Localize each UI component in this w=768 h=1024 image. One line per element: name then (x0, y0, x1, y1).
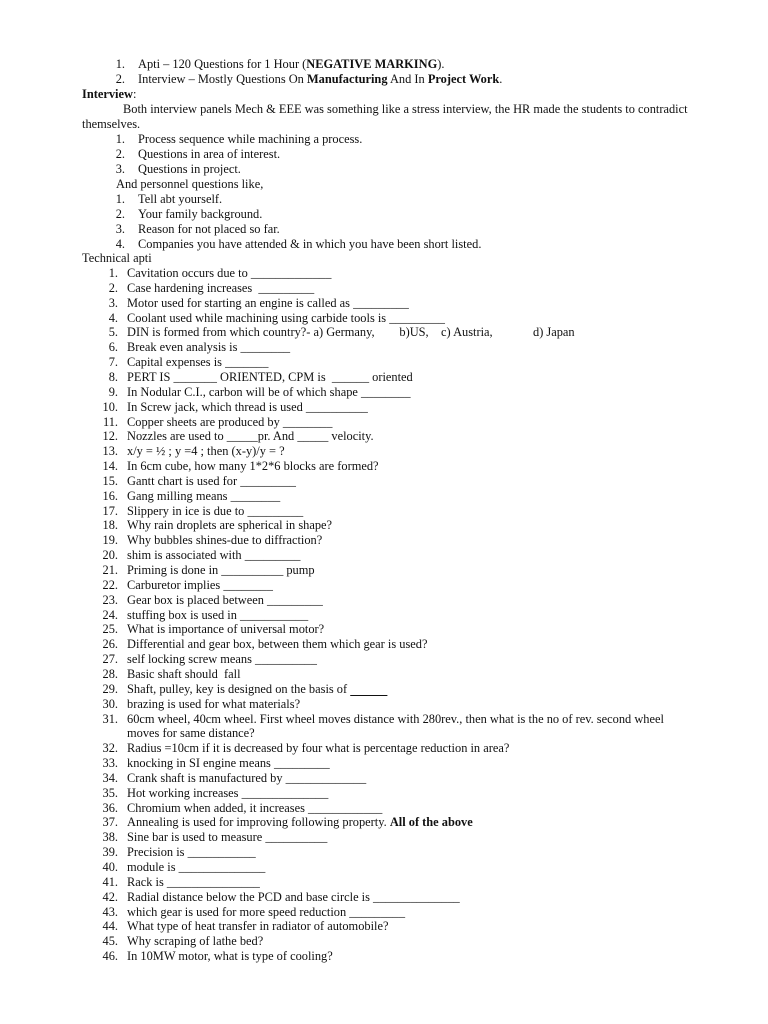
question-text: Why rain droplets are spherical in shape? (127, 518, 333, 533)
list-number: 19. (102, 533, 118, 548)
list-number: 39. (102, 845, 118, 860)
list-item-text: Companies you have attended & in which you have been short listed. (138, 236, 482, 251)
list-number: 15. (102, 473, 118, 488)
list-number: 7. (108, 355, 118, 370)
list-item-text (127, 741, 509, 756)
list-item-text (127, 771, 366, 786)
list-number: 32. (102, 741, 118, 756)
list-item-text: Tell abt yourself. (138, 192, 223, 206)
personnel-intro: And personnel questions like, (116, 177, 264, 191)
list-item-text (127, 504, 303, 519)
list-number: 5. (108, 325, 118, 340)
list-number: 37. (102, 815, 118, 830)
list-number: 4. (108, 310, 118, 325)
list-item-text (127, 905, 405, 920)
list-item-text (127, 444, 285, 459)
question-text: Shaft, pulley, key is designed on the basis of (127, 681, 351, 696)
list-number: 44. (102, 919, 118, 934)
list-item-text (127, 518, 332, 533)
list-item-text (127, 637, 427, 652)
list-number: 1. (115, 57, 125, 71)
list-number: 1. (115, 132, 125, 146)
list-item-text (127, 919, 388, 934)
question-text: In 10MW motor, what is type of cooling? (127, 949, 333, 964)
question-text: Hot working increases ______________ (127, 785, 329, 800)
list-item-text-continued: moves for same distance? (127, 726, 255, 741)
list-item-text (127, 845, 256, 860)
question-text: self locking screw means __________ (127, 652, 317, 667)
list-item-text (127, 608, 308, 623)
list-item-text: Questions in area of interest. (138, 146, 281, 161)
list-number: 18. (102, 518, 118, 533)
list-item-text (127, 622, 324, 637)
paragraph-line: themselves. (82, 117, 141, 131)
list-item-text: Your family background. (138, 206, 263, 221)
answer-blank (350, 682, 387, 696)
question-text: Rack is _______________ (127, 874, 260, 889)
list-number: 6. (108, 340, 118, 355)
list-item-text (127, 712, 664, 727)
list-item-text (127, 355, 268, 370)
list-number: 12. (102, 429, 118, 444)
question-text: Carburetor implies ________ (127, 577, 273, 592)
list-number: 42. (102, 889, 118, 904)
list-number: 33. (102, 756, 118, 771)
list-number: 3. (115, 221, 125, 236)
question-text: Radial distance below the PCD and base circle is ______________ (127, 889, 460, 904)
list-item-text (127, 934, 263, 949)
list-item-text (127, 815, 473, 830)
list-number: 28. (102, 666, 118, 681)
question-text: Gang milling means ________ (127, 488, 281, 503)
list-number: 8. (108, 369, 118, 384)
question-text: Priming is done in __________ pump (127, 563, 315, 577)
question-text: Slippery in ice is due to _________ (127, 503, 304, 518)
list-number: 3. (108, 295, 118, 310)
question-text: module is ______________ (127, 860, 266, 874)
list-item-text (127, 578, 273, 593)
list-item-text (127, 652, 317, 667)
list-item-text (127, 296, 409, 311)
question-text: Basic shaft should fall (127, 666, 241, 681)
list-item-text (127, 533, 322, 548)
question-text: Motor used for starting an engine is called as _________ (127, 295, 409, 310)
question-text: Case hardening increases _________ (127, 280, 315, 295)
list-item-text: Interview – Mostly Questions On Manufacturing And In Project Work. (138, 72, 503, 86)
list-item-text (127, 830, 327, 845)
list-item-text (127, 370, 413, 385)
list-item-text (127, 756, 330, 771)
question-text: Copper sheets are produced by ________ (127, 414, 333, 429)
list-number: 2. (115, 72, 125, 86)
list-number: 2. (115, 146, 125, 161)
question-text: DIN is formed from which country?- a) Germany, b)US, c) Austria, (127, 325, 493, 340)
question-text: Crank shaft is manufactured by _____________ (127, 770, 367, 785)
list-number: 3. (115, 161, 125, 176)
question-text: Nozzles are used to _____pr. And _____ velocity. (127, 429, 374, 444)
list-item-text: Apti – 120 Questions for 1 Hour (NEGATIVE MARKING). (138, 57, 445, 71)
list-number: 46. (102, 949, 118, 964)
list-number: 9. (108, 384, 118, 399)
question-text: Break even analysis is ________ (127, 340, 291, 355)
list-number: 43. (102, 904, 118, 919)
list-number: 40. (102, 860, 118, 874)
question-text: stuffing box is used in ___________ (127, 607, 309, 622)
list-number: 14. (102, 459, 118, 474)
list-number: 20. (102, 548, 118, 563)
question-text: Chromium when added, it increases ____________ (127, 800, 383, 815)
list-number: 34. (102, 770, 118, 785)
list-item-text (127, 415, 332, 430)
question-text: Radius =10cm if it is decreased by four what is percentage reduction in area? (127, 741, 510, 756)
list-item-text: Process sequence while machining a process. (138, 132, 363, 146)
list-item-text (127, 340, 290, 355)
list-item-text (127, 325, 493, 340)
question-text: brazing is used for what materials? (127, 696, 301, 711)
list-item-text (127, 593, 323, 608)
paragraph-line: Both interview panels Mech & EEE was something like a stress interview, the HR made the students to contradict (123, 102, 688, 116)
list-number: 13. (102, 444, 118, 459)
list-item-text (127, 266, 331, 281)
section-heading-technical: Technical apti (82, 251, 152, 265)
question-text: Capital expenses is _______ (127, 355, 269, 370)
question-text: Sine bar is used to measure __________ (127, 830, 328, 845)
list-number: 41. (102, 874, 118, 889)
list-number: 1. (115, 192, 125, 206)
list-item-text (127, 860, 265, 875)
list-number: 36. (102, 800, 118, 815)
list-number: 29. (102, 681, 118, 696)
question-text: knocking in SI engine means _________ (127, 756, 330, 771)
list-item-text: Questions in project. (138, 161, 241, 176)
answer-text: All of the above (389, 815, 473, 830)
question-text: What is importance of universal motor? (127, 622, 325, 637)
list-number: 10. (102, 399, 118, 414)
list-item-text (127, 548, 300, 563)
list-number: 26. (102, 637, 118, 652)
question-text: Gear box is placed between _________ (127, 592, 323, 607)
question-text: shim is associated with _________ (127, 548, 301, 563)
list-number: 25. (102, 622, 118, 637)
section-heading-interview: Interview: (82, 87, 137, 101)
list-number: 2. (108, 280, 118, 295)
question-text: Why bubbles shines-due to diffraction? (127, 533, 323, 548)
list-number: 16. (102, 488, 118, 503)
list-number: 23. (102, 592, 118, 607)
list-number: 22. (102, 577, 118, 592)
list-number: 38. (102, 830, 118, 845)
question-text: Annealing is used for improving following property. (127, 815, 390, 830)
list-item-text (127, 563, 315, 578)
list-item-text (127, 875, 260, 890)
list-number: 1. (108, 266, 118, 280)
question-text: x/y = ½ ; y =4 ; then (x-y)/y = ? (127, 444, 285, 459)
list-item-text (127, 801, 382, 816)
list-item-text (127, 682, 387, 697)
list-item-text (127, 385, 411, 400)
list-number: 21. (102, 563, 118, 577)
question-text: Cavitation occurs due to _____________ (127, 266, 332, 280)
list-item-text (127, 489, 280, 504)
list-number: 35. (102, 785, 118, 800)
list-item-text (127, 429, 374, 444)
list-item-text (127, 474, 296, 489)
option-text: d) Japan (533, 325, 575, 340)
question-text: What type of heat transfer in radiator of automobile? (127, 919, 389, 934)
question-text: Precision is ___________ (127, 845, 256, 860)
list-item-text (127, 400, 368, 415)
question-text: Why scraping of lathe bed? (127, 934, 264, 949)
list-number: 11. (102, 414, 118, 429)
list-number: 17. (102, 503, 118, 518)
list-item-text (127, 786, 328, 801)
question-text: Coolant used while machining using carbide tools is _________ (127, 310, 445, 325)
list-item-text (127, 311, 445, 326)
list-item-text (127, 667, 241, 682)
list-item-text (127, 949, 333, 964)
question-text: which gear is used for more speed reduction _________ (127, 904, 406, 919)
list-number: 45. (102, 934, 118, 949)
question-text: 60cm wheel, 40cm wheel. First wheel moves distance with 280rev., then what is the no of rev. second wheel (127, 711, 664, 726)
list-number: 31. (102, 711, 118, 726)
list-item-text (127, 459, 379, 474)
question-text: In 6cm cube, how many 1*2*6 blocks are formed? (127, 459, 379, 474)
question-text: In Nodular C.I., carbon will be of which shape ________ (127, 384, 411, 399)
list-item-text (127, 281, 314, 296)
list-item-text (127, 890, 460, 905)
list-number: 30. (102, 696, 118, 711)
question-text: Differential and gear box, between them which gear is used? (127, 637, 428, 652)
list-item-text (127, 697, 300, 712)
list-number: 4. (115, 236, 125, 251)
question-text: PERT IS _______ ORIENTED, CPM is ______ oriented (127, 369, 413, 384)
question-text: In Screw jack, which thread is used __________ (127, 399, 368, 414)
question-text: Gantt chart is used for _________ (127, 473, 296, 488)
list-item-text: Reason for not placed so far. (138, 221, 280, 236)
list-number: 2. (115, 206, 125, 221)
list-number: 27. (102, 652, 118, 667)
list-number: 24. (102, 607, 118, 622)
